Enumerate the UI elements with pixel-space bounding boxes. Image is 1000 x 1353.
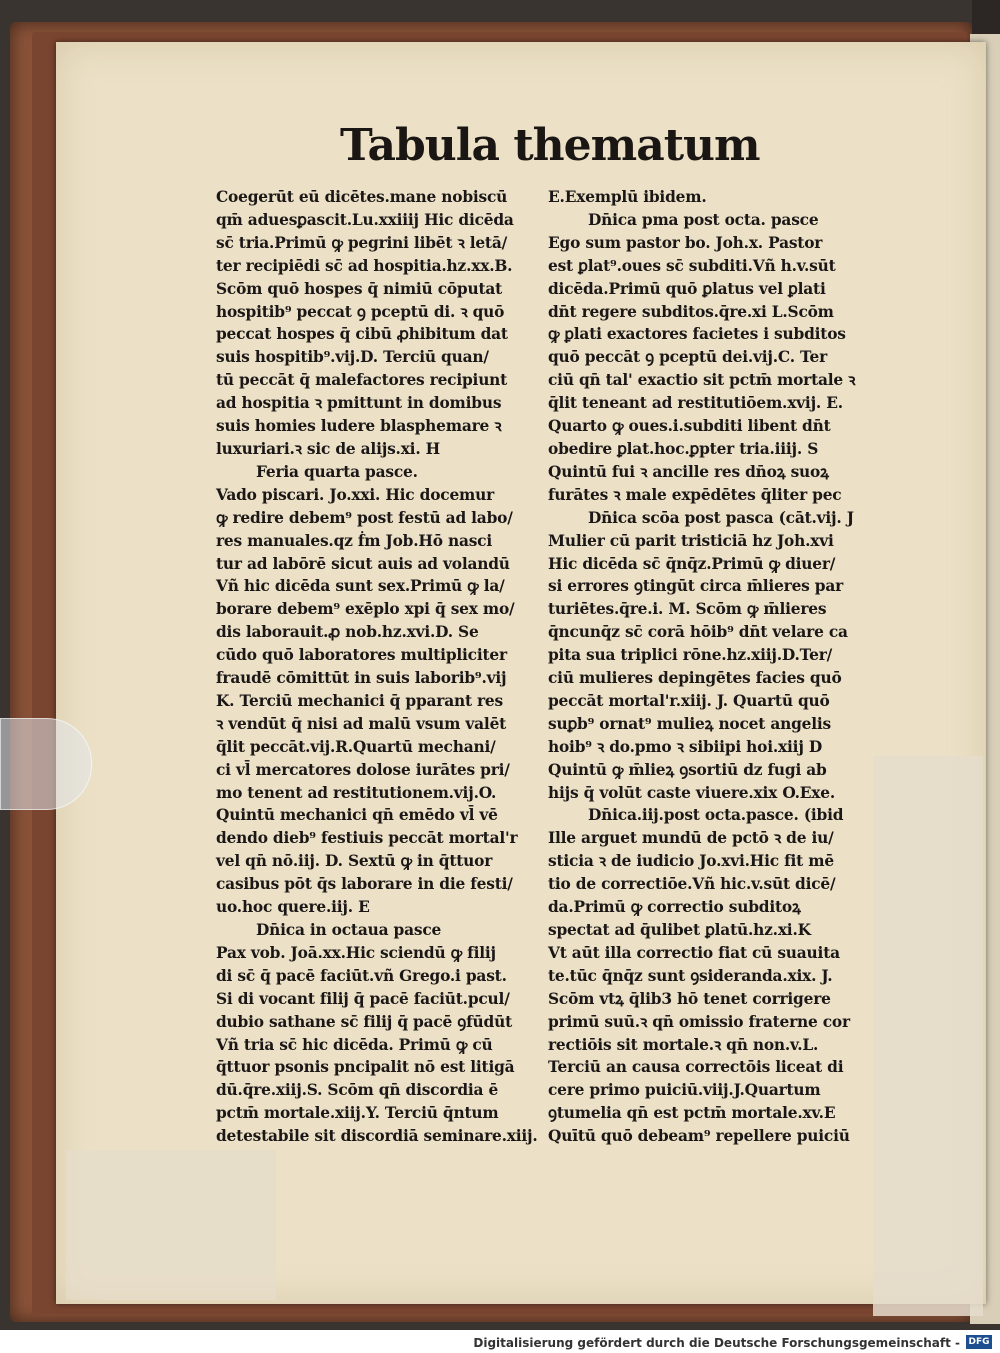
text-line: Vado piscari. Jo.xxi. Hic docemur	[216, 485, 495, 504]
text-line: q̄ncunq̄z sc̄ corā hōib⁹ dn̄t velare ca	[548, 623, 848, 642]
text-line: E.Exemplū ibidem.	[548, 188, 707, 206]
repair-paper-right	[873, 756, 983, 1316]
text-line: ci vl̄ mercatores dolose iurātes pri/	[216, 760, 510, 779]
text-line: furātes ꝛ male expēdētes q̄liter pec	[548, 485, 842, 504]
text-line: rectiōis sit mortale.ꝛ qn̄ non.v.L.	[548, 1035, 819, 1054]
text-line: detestabile sit discordiā seminare.xiij.	[216, 1127, 538, 1146]
text-line: Quintū mechanici qn̄ emēdo vl̄ vē	[216, 806, 498, 825]
text-line: dn̄t regere subditos.q̄re.xi L.Scōm	[548, 302, 834, 321]
text-line: peccat hospes q̄ cibū ꝓhibitum dat	[216, 325, 508, 344]
text-line: K. Terciū mechanici q̄ pparant res	[216, 691, 503, 710]
text-line: Vt aūt illa correctio fiat cū suauita	[548, 943, 840, 962]
text-line: dicēda.Primū quō ꝑlatus vel ꝑlati	[548, 279, 826, 298]
text-line: si errores ꝯtingūt circa m̄lieres par	[548, 577, 844, 596]
text-line: Quintū fui ꝛ ancille res dn̄oꝝ suoꝝ	[548, 462, 829, 481]
text-column-left	[216, 186, 536, 1148]
text-line: ꝯtumelia qn̄ est pctm̄ mortale.xv.E	[548, 1104, 836, 1123]
text-line: uo.hoc quere.iij. E	[216, 898, 370, 917]
text-line: Scōm vtꝝ q̄lib3 hō tenet corrigere	[548, 989, 831, 1008]
text-line: q̄ttuor psonis pncipalit nō est litigā	[216, 1058, 515, 1077]
text-line: Scōm quō hospes q̄ nimiū cōputat	[216, 279, 503, 298]
footer-credit: Digitalisierung gefördert durch die Deutsche Forschungsgemeinschaft -	[473, 1336, 960, 1350]
text-column-right	[548, 186, 868, 1148]
text-line: borare debem⁹ exēplo xpi q̄ sex mo/	[216, 600, 515, 619]
text-line: hoib⁹ ꝛ do.pmo ꝛ sibiipi hoi.xiij D	[548, 737, 822, 756]
text-line: peccāt mortal'r.xiij. J. Quartū quō	[548, 691, 830, 710]
text-line: tur ad labōrē sicut auis ad volandū	[216, 554, 510, 573]
text-line: Mulier cū parit tristiciā hz Joh.xvi	[548, 531, 834, 550]
text-line: ter recipiēdi sc̄ ad hospitia.hz.xx.B.	[216, 256, 513, 275]
text-line: tū peccāt q̄ malefactores recipiunt	[216, 371, 508, 390]
text-line: hospitib⁹ peccat ꝯ pceptū di. ꝛ quō	[216, 302, 505, 321]
text-line: dis laborauit.ꝓ nob.hz.xvi.D. Se	[216, 623, 479, 642]
text-line: spectat ad q̄ulibet ꝑlatū.hz.xi.K	[548, 921, 811, 939]
text-line: Quītū quō debeam⁹ repellere puiciū	[548, 1127, 850, 1146]
text-line: primū suū.ꝛ qn̄ omissio fraterne cor	[548, 1012, 850, 1031]
text-line: suis homies ludere blasphemare ꝛ	[216, 417, 502, 436]
text-line: mo tenent ad restitutionem.vij.O.	[216, 783, 497, 802]
text-line: Pax vob. Joā.xx.Hic sciendū ꝙ filij	[216, 943, 496, 962]
text-line: Feria quarta pasce.	[256, 462, 418, 481]
page-title: Tabula thematum	[340, 120, 760, 171]
text-line: Quintū ꝙ m̄lieꝝ ꝯsortiū dz fugi ab	[548, 760, 827, 779]
text-line: tio de correctiōe.Vñ hic.v.sūt dicē/	[548, 875, 836, 894]
text-line: pita sua triplici rōne.hz.xiij.D.Ter/	[548, 646, 833, 665]
text-line: di sc̄ q̄ pacē faciūt.vñ Grego.i past.	[216, 966, 507, 985]
text-line: quō peccāt ꝯ pceptū dei.vij.C. Ter	[548, 348, 828, 367]
text-line: Coegerūt eū dicētes.mane nobiscū	[216, 188, 508, 206]
text-line: Si di vocant filij q̄ pacē faciūt.pcul/	[216, 989, 510, 1008]
text-line: Dn̄ica scōa post pasca (cāt.vij. J	[588, 508, 854, 527]
text-line: cūdo quō laboratores multipliciter	[216, 646, 507, 665]
text-line: ad hospitia ꝛ pmittunt in domibus	[216, 394, 502, 413]
text-line: qm̄ aduesꝑascit.Lu.xxiiij Hic dicēda	[216, 210, 514, 229]
text-line: Dn̄ica in octaua pasce	[256, 921, 442, 939]
text-line: dū.q̄re.xiij.S. Scōm qn̄ discordia ē	[216, 1081, 499, 1100]
text-line: q̄lit teneant ad restitutiōem.xvij. E.	[548, 394, 843, 413]
text-line: res manuales.qz ḟm Job.Hō nasci	[216, 531, 492, 550]
book-clamp	[0, 718, 92, 810]
text-line: Dn̄ica.iij.post octa.pasce. (ibid	[588, 806, 844, 825]
text-line: Vñ tria sc̄ hic dicēda. Primū ꝙ cū	[216, 1035, 493, 1054]
text-line: dendo dieb⁹ festiuis peccāt mortal'r	[216, 829, 518, 848]
text-line: Hic dicēda sc̄ q̄nq̄z.Primū ꝙ diuer/	[548, 554, 836, 573]
text-line: Ille arguet mundū de pctō ꝛ de iu/	[548, 829, 834, 848]
text-line: pctm̄ mortale.xiij.Y. Terciū q̄ntum	[216, 1104, 499, 1123]
text-line: Quarto ꝙ oues.i.subditi libent dn̄t	[548, 417, 831, 436]
dfg-logo: DFG	[966, 1335, 992, 1349]
text-line: Terciū an causa correctōis liceat di	[548, 1058, 844, 1077]
text-line: Dn̄ica pma post octa. pasce	[588, 210, 819, 229]
text-line: ꝙ redire debem⁹ post festū ad labo/	[216, 508, 513, 527]
text-line: ciū qn̄ tal' exactio sit pctm̄ mortale ꝛ	[548, 371, 856, 390]
text-line: ciū mulieres depingētes facies quō	[548, 669, 842, 688]
text-line: suis hospitib⁹.vij.D. Terciū quan/	[216, 348, 489, 367]
text-line: obedire ꝑlat.hoc.ꝑpter tria.iiij. S	[548, 439, 819, 458]
text-line: dubio sathane sc̄ filij q̄ pacē ꝯfūdūt	[216, 1012, 512, 1031]
text-line: ꝛ vendūt q̄ nisi ad malū vsum valēt	[216, 714, 507, 733]
text-line: luxuriari.ꝛ sic de alijs.xi. H	[216, 439, 440, 458]
text-line: casibus pōt q̄s laborare in die festi/	[216, 875, 513, 894]
text-line: fraudē cōmittūt in suis laborib⁹.vij	[216, 669, 507, 688]
text-line: cere primo puiciū.viij.J.Quartum	[548, 1081, 821, 1100]
text-line: vel qn̄ nō.iij. D. Sextū ꝙ in q̄ttuor	[216, 852, 493, 871]
text-line: da.Primū ꝙ correctio subditoꝝ	[548, 898, 801, 917]
text-line: ꝙ ꝑlati exactores facietes i subditos	[548, 325, 846, 344]
text-line: est ꝑlat⁹.oues sc̄ subditi.Vñ h.v.sūt	[548, 256, 836, 275]
text-line: sticia ꝛ de iudicio Jo.xvi.Hic fit mē	[548, 852, 834, 871]
text-line: suꝑb⁹ ornat⁹ mulieꝝ nocet angelis	[548, 714, 832, 733]
repair-paper-bottom	[66, 1150, 276, 1300]
text-line: Ego sum pastor bo. Joh.x. Pastor	[548, 233, 823, 252]
text-line: sc̄ tria.Primū ꝙ pegrini libēt ꝛ letā/	[216, 233, 508, 252]
text-line: hijs q̄ volūt caste viuere.xix O.Exe.	[548, 783, 836, 802]
text-line: te.tūc q̄nq̄z sunt ꝯsideranda.xix. J.	[548, 966, 833, 985]
text-line: turiētes.q̄re.i. M. Scōm ꝙ m̄lieres	[548, 600, 827, 619]
text-line: q̄lit peccāt.vij.R.Quartū mechani/	[216, 737, 496, 756]
text-line: Vñ hic dicēda sunt sex.Primū ꝙ la/	[216, 577, 505, 596]
